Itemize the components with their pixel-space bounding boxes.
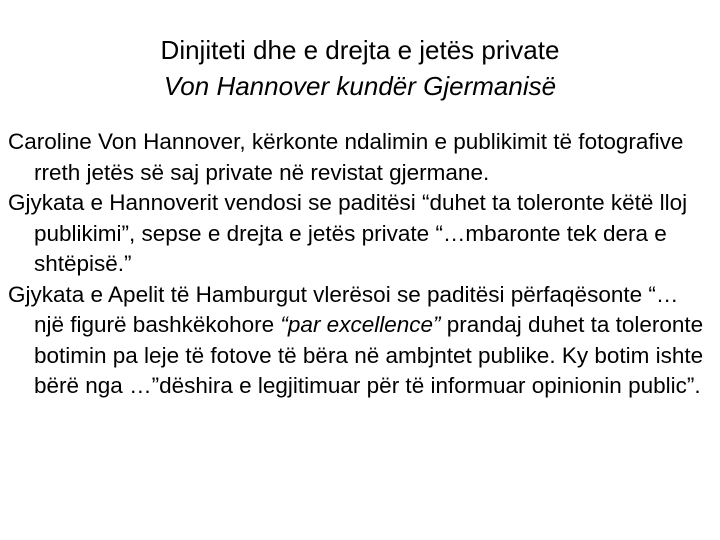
paragraph-3-part-1: Gjykata e Apelit të Hamburgut vlerësoi se paditësi përfaqësonte “… një figurë bashkëkohore <box>8 281 679 337</box>
paragraph-3-part-3: prandaj duhet ta toleronte botimin pa leje të fotove të bëra në ambjntet publike. Ky botim ishte bërë nga …”dëshira e legjitimuar për të informuar opinionin public”. <box>34 312 704 398</box>
slide-body <box>8 127 714 402</box>
slide-title <box>0 32 720 104</box>
title-line-2: Von Hannover kundër Gjermanisë <box>163 71 557 101</box>
title-line-1: Dinjiteti dhe e drejta e jetës private <box>160 35 560 65</box>
paragraph-3 <box>8 280 714 402</box>
paragraph-3-italic-phrase: “par excellence” <box>280 312 441 337</box>
paragraph-1: Caroline Von Hannover, kërkonte ndalimin e publikimit të fotografive rreth jetës së saj private në revistat gjermane. <box>8 129 684 185</box>
paragraph-2: Gjykata e Hannoverit vendosi se paditësi “duhet ta toleronte këtë lloj publikimi”, sepse e drejta e jetës private “…mbaronte tek dera e shtëpisë.” <box>8 190 688 276</box>
